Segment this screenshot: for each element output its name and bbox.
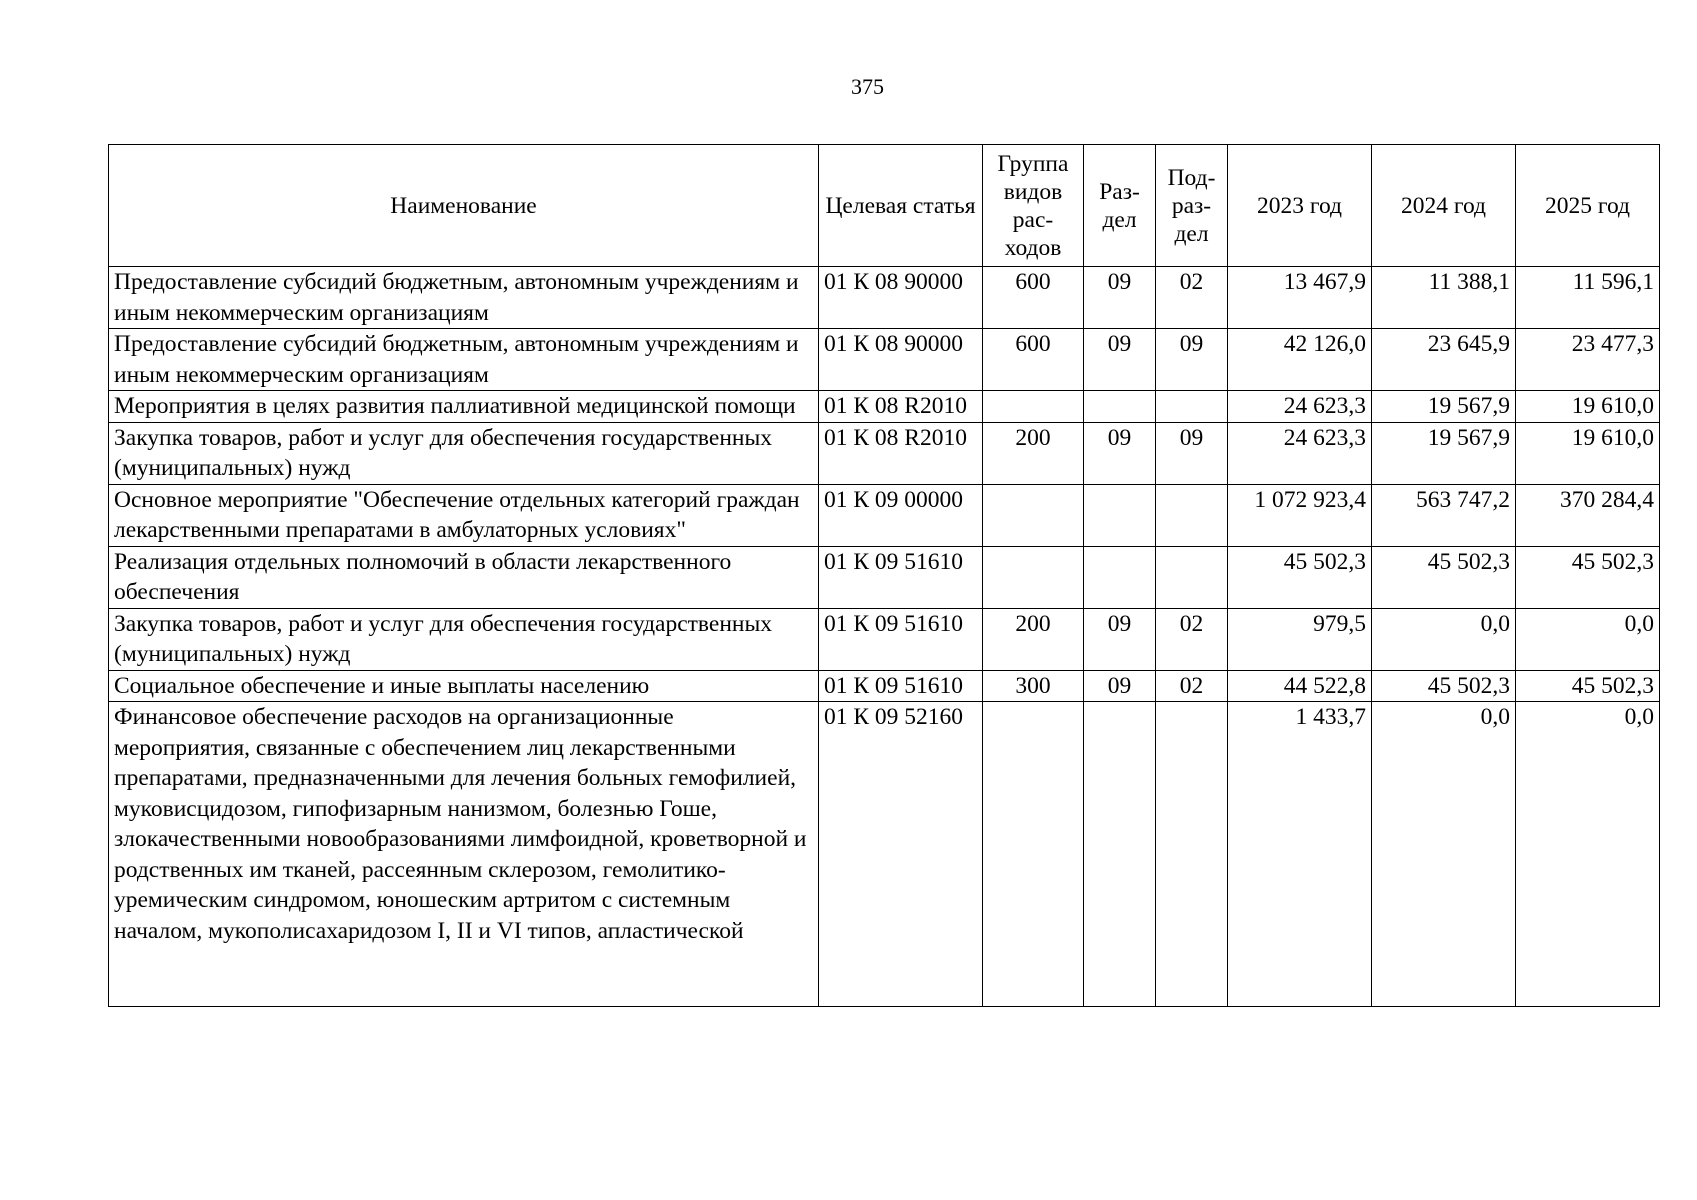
row-expense-group: 200 (983, 608, 1084, 670)
row-expense-group (983, 702, 1084, 1007)
row-name: Предоставление субсидий бюджетным, автономным учреждениям и иным некоммерческим организациям (109, 329, 819, 391)
table-row (109, 391, 1660, 423)
row-subsection: 09 (1156, 329, 1228, 391)
row-target-article: 01 К 09 00000 (819, 484, 983, 546)
row-amount-2024: 11 388,1 (1372, 267, 1516, 329)
row-section (1084, 484, 1156, 546)
row-name: Основное мероприятие "Обеспечение отдельных категорий граждан лекарственными препаратами в амбулаторных условиях" (109, 484, 819, 546)
row-section: 09 (1084, 267, 1156, 329)
row-subsection (1156, 546, 1228, 608)
row-amount-2023: 979,5 (1228, 608, 1372, 670)
row-name: Закупка товаров, работ и услуг для обеспечения государственных (муниципальных) нужд (109, 608, 819, 670)
row-amount-2025: 45 502,3 (1516, 546, 1660, 608)
row-amount-2025: 23 477,3 (1516, 329, 1660, 391)
header-expense-group: Группа видов рас-ходов (983, 145, 1084, 267)
row-section: 09 (1084, 329, 1156, 391)
row-expense-group: 300 (983, 670, 1084, 702)
row-target-article: 01 К 09 51610 (819, 608, 983, 670)
row-target-article: 01 К 08 R2010 (819, 422, 983, 484)
row-section: 09 (1084, 670, 1156, 702)
header-year-2025: 2025 год (1516, 145, 1660, 267)
row-name: Мероприятия в целях развития паллиативной медицинской помощи (109, 391, 819, 423)
row-amount-2024: 563 747,2 (1372, 484, 1516, 546)
row-expense-group (983, 484, 1084, 546)
row-section (1084, 702, 1156, 1007)
row-expense-group (983, 546, 1084, 608)
row-subsection: 02 (1156, 608, 1228, 670)
row-name: Социальное обеспечение и иные выплаты населению (109, 670, 819, 702)
header-target-article: Целевая статья (819, 145, 983, 267)
row-amount-2025: 0,0 (1516, 608, 1660, 670)
row-amount-2025: 0,0 (1516, 702, 1660, 1007)
row-amount-2023: 1 072 923,4 (1228, 484, 1372, 546)
header-year-2024: 2024 год (1372, 145, 1516, 267)
row-expense-group (983, 391, 1084, 423)
table-row (109, 267, 1660, 329)
header-section: Раз-дел (1084, 145, 1156, 267)
row-amount-2023: 45 502,3 (1228, 546, 1372, 608)
row-target-article: 01 К 08 R2010 (819, 391, 983, 423)
row-amount-2023: 24 623,3 (1228, 422, 1372, 484)
row-amount-2025: 19 610,0 (1516, 391, 1660, 423)
row-amount-2023: 42 126,0 (1228, 329, 1372, 391)
page-number: 375 (851, 74, 884, 99)
row-amount-2025: 19 610,0 (1516, 422, 1660, 484)
header-subsection: Под-раз-дел (1156, 145, 1228, 267)
row-name: Предоставление субсидий бюджетным, автономным учреждениям и иным некоммерческим организациям (109, 267, 819, 329)
row-section: 09 (1084, 608, 1156, 670)
row-expense-group: 200 (983, 422, 1084, 484)
table-row (109, 702, 1660, 1007)
row-subsection (1156, 391, 1228, 423)
row-amount-2023: 44 522,8 (1228, 670, 1372, 702)
row-target-article: 01 К 09 51610 (819, 546, 983, 608)
row-amount-2024: 45 502,3 (1372, 546, 1516, 608)
budget-table (108, 144, 1660, 1007)
row-section (1084, 546, 1156, 608)
row-amount-2025: 370 284,4 (1516, 484, 1660, 546)
row-name: Финансовое обеспечение расходов на организационные мероприятия, связанные с обеспечением лиц лекарственными препаратами, предназначенными для лечения больных гемофилией, муковисцидозом, гипофизарным нанизмом, болезнью Гоше, злокачественными новообразованиями лимфоидной, кроветворной и родственных им тканей, рассеянным склерозом, гемолитико-уремическим синдромом, юношеским артритом с системным началом, мукополисахаридозом I, II и VI типов, апластической (109, 702, 819, 1007)
row-expense-group: 600 (983, 267, 1084, 329)
row-subsection: 09 (1156, 422, 1228, 484)
row-section (1084, 391, 1156, 423)
row-amount-2024: 23 645,9 (1372, 329, 1516, 391)
row-subsection (1156, 702, 1228, 1007)
row-amount-2024: 19 567,9 (1372, 391, 1516, 423)
table-header-row (109, 145, 1660, 267)
row-amount-2023: 24 623,3 (1228, 391, 1372, 423)
row-amount-2023: 13 467,9 (1228, 267, 1372, 329)
row-name: Закупка товаров, работ и услуг для обеспечения государственных (муниципальных) нужд (109, 422, 819, 484)
row-amount-2024: 0,0 (1372, 608, 1516, 670)
table-row (109, 329, 1660, 391)
row-amount-2023: 1 433,7 (1228, 702, 1372, 1007)
header-name: Наименование (109, 145, 819, 267)
table-row (109, 670, 1660, 702)
row-section: 09 (1084, 422, 1156, 484)
table-row (109, 608, 1660, 670)
row-subsection (1156, 484, 1228, 546)
row-subsection: 02 (1156, 267, 1228, 329)
row-subsection: 02 (1156, 670, 1228, 702)
table-row (109, 422, 1660, 484)
table-row (109, 546, 1660, 608)
row-amount-2024: 19 567,9 (1372, 422, 1516, 484)
row-target-article: 01 К 08 90000 (819, 329, 983, 391)
row-amount-2025: 11 596,1 (1516, 267, 1660, 329)
row-amount-2024: 45 502,3 (1372, 670, 1516, 702)
header-year-2023: 2023 год (1228, 145, 1372, 267)
row-expense-group: 600 (983, 329, 1084, 391)
row-target-article: 01 К 09 52160 (819, 702, 983, 1007)
table-row (109, 484, 1660, 546)
row-amount-2025: 45 502,3 (1516, 670, 1660, 702)
row-name: Реализация отдельных полномочий в области лекарственного обеспечения (109, 546, 819, 608)
row-target-article: 01 К 08 90000 (819, 267, 983, 329)
row-target-article: 01 К 09 51610 (819, 670, 983, 702)
row-amount-2024: 0,0 (1372, 702, 1516, 1007)
